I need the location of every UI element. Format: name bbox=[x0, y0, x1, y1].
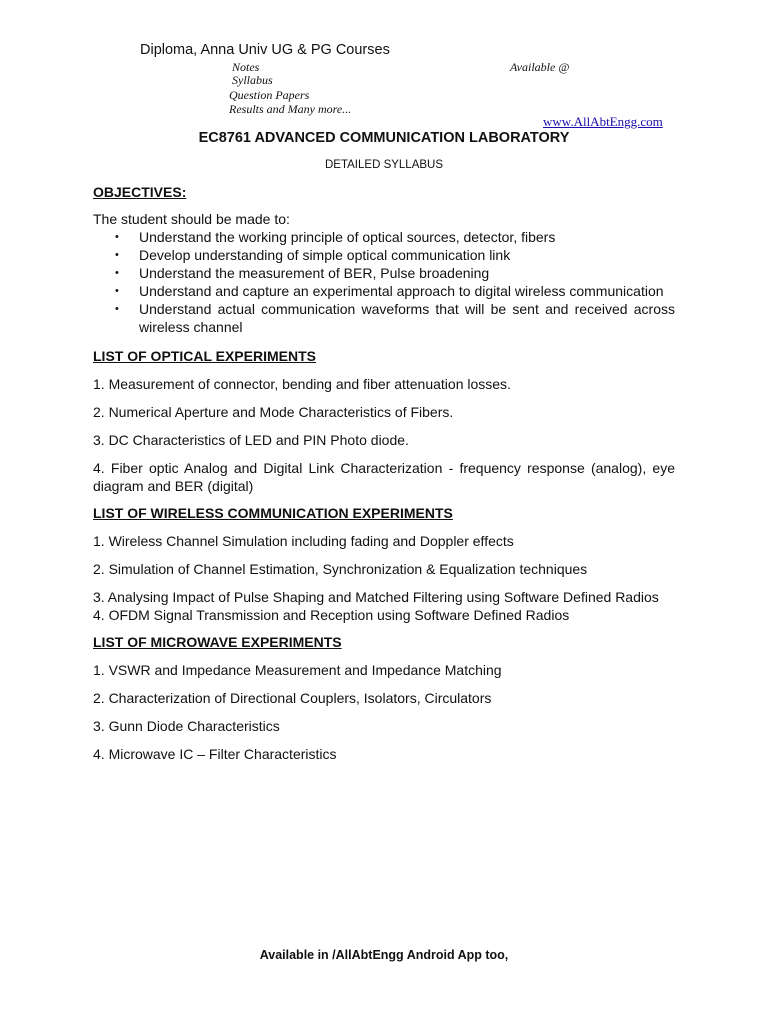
bullet-icon: • bbox=[115, 249, 119, 261]
objective-text: Understand actual communication waveforms that will be sent and received across wireless channel bbox=[139, 301, 675, 335]
header-link-results[interactable]: Results and Many more... bbox=[229, 102, 352, 116]
website-link[interactable]: www.AllAbtEngg.com bbox=[543, 114, 663, 129]
bullet-icon: • bbox=[115, 285, 119, 297]
header-available-label: Available @ bbox=[510, 60, 570, 74]
bullet-icon: • bbox=[115, 267, 119, 279]
wireless-heading: LIST OF WIRELESS COMMUNICATION EXPERIMENTS bbox=[93, 505, 453, 521]
header-link-question-papers[interactable]: Question Papers bbox=[229, 88, 310, 102]
syllabus-content bbox=[93, 183, 675, 763]
microwave-heading: LIST OF MICROWAVE EXPERIMENTS bbox=[93, 634, 342, 650]
objectives-list bbox=[93, 228, 675, 336]
objective-item bbox=[93, 228, 675, 246]
bullet-icon: • bbox=[115, 303, 119, 315]
bullet-icon: • bbox=[115, 231, 119, 243]
objective-text: Understand the measurement of BER, Pulse broadening bbox=[139, 265, 490, 281]
microwave-item: 3. Gunn Diode Characteristics bbox=[93, 718, 280, 734]
objective-text: Understand and capture an experimental approach to digital wireless communication bbox=[139, 283, 664, 299]
wireless-item: 1. Wireless Channel Simulation including fading and Doppler effects bbox=[93, 533, 514, 549]
objectives-intro: The student should be made to: bbox=[93, 211, 290, 227]
objective-item bbox=[93, 264, 675, 282]
header-link-notes[interactable]: Notes bbox=[232, 60, 260, 74]
wireless-item: 4. OFDM Signal Transmission and Reception using Software Defined Radios bbox=[93, 607, 570, 623]
microwave-item: 1. VSWR and Impedance Measurement and Impedance Matching bbox=[93, 662, 502, 678]
optical-item: 4. Fiber optic Analog and Digital Link Characterization - frequency response (analog), eye diagram and BER (digital) bbox=[93, 460, 675, 494]
wireless-item: 2. Simulation of Channel Estimation, Synchronization & Equalization techniques bbox=[93, 561, 588, 577]
optical-item: 1. Measurement of connector, bending and fiber attenuation losses. bbox=[93, 376, 511, 392]
header-title: Diploma, Anna Univ UG & PG Courses bbox=[140, 42, 390, 58]
objective-text: Understand the working principle of optical sources, detector, fibers bbox=[139, 229, 556, 245]
optical-heading: LIST OF OPTICAL EXPERIMENTS bbox=[93, 348, 316, 364]
optical-item: 3. DC Characteristics of LED and PIN Photo diode. bbox=[93, 432, 409, 448]
objective-text: Develop understanding of simple optical communication link bbox=[139, 247, 511, 263]
optical-item: 2. Numerical Aperture and Mode Characteristics of Fibers. bbox=[93, 404, 454, 420]
objectives-heading: OBJECTIVES: bbox=[93, 184, 187, 200]
document-title: EC8761 ADVANCED COMMUNICATION LABORATORY bbox=[198, 130, 570, 146]
footer-text: Available in /AllAbtEngg Android App too, bbox=[259, 948, 509, 962]
header-link-syllabus[interactable]: Syllabus bbox=[232, 73, 273, 87]
document-subtitle: DETAILED SYLLABUS bbox=[324, 159, 444, 171]
objective-item bbox=[93, 246, 675, 264]
microwave-item: 4. Microwave IC – Filter Characteristics bbox=[93, 746, 337, 762]
wireless-item: 3. Analysing Impact of Pulse Shaping and Matched Filtering using Software Defined Radios bbox=[93, 589, 659, 605]
objective-item bbox=[93, 282, 675, 300]
objective-item bbox=[93, 300, 675, 336]
microwave-item: 2. Characterization of Directional Couplers, Isolators, Circulators bbox=[93, 690, 492, 706]
